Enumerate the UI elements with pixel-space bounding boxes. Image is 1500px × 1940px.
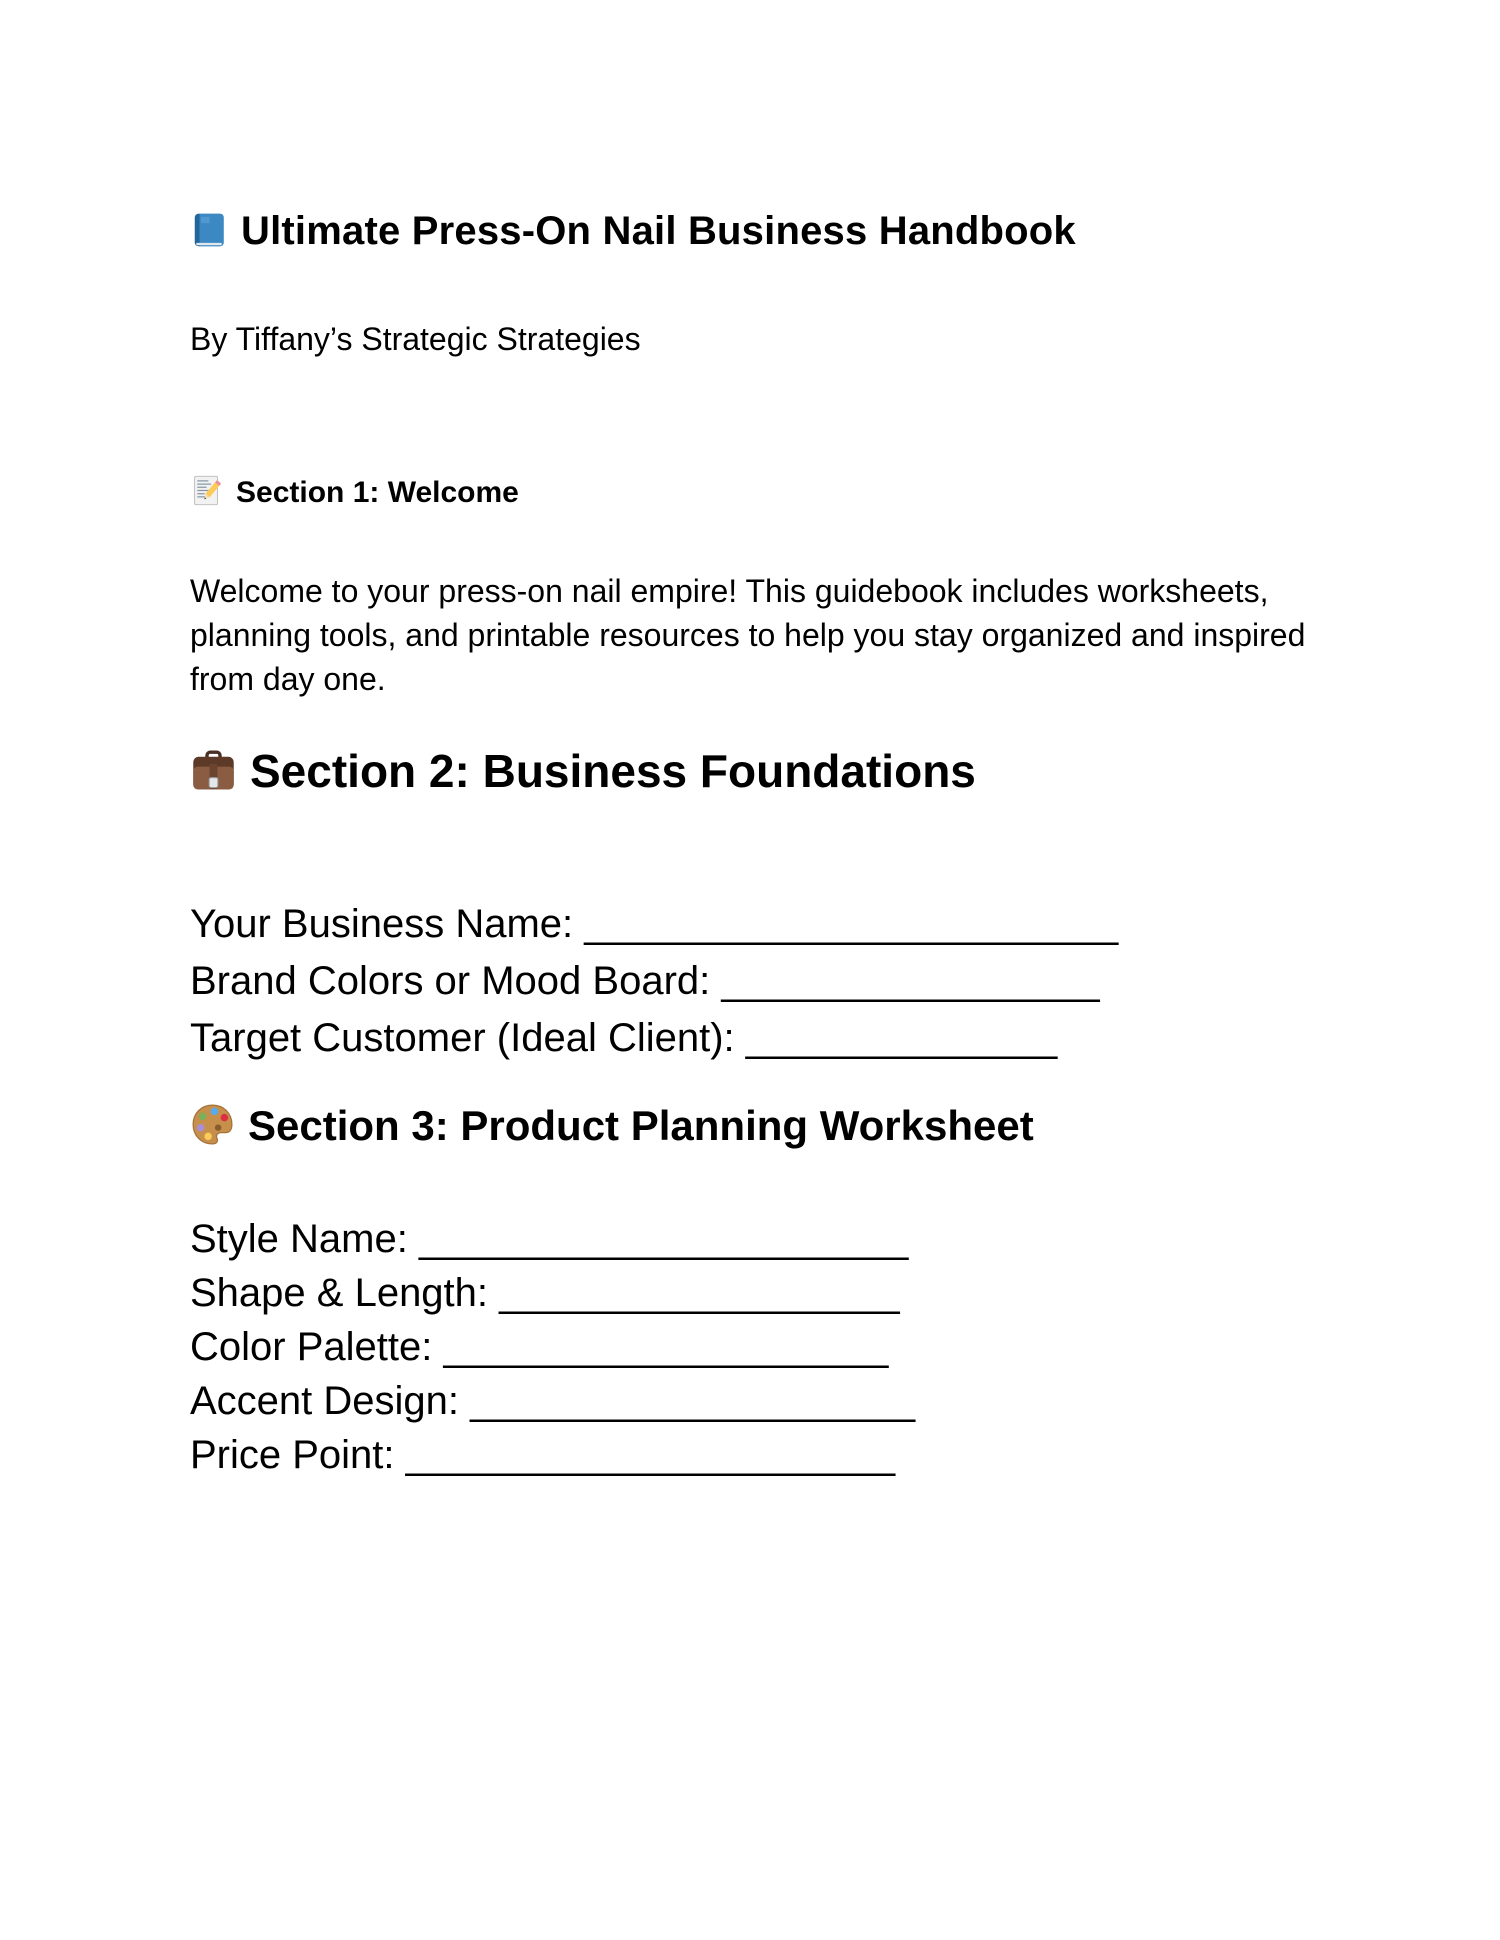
byline: By Tiffany’s Strategic Strategies xyxy=(190,321,641,357)
product-planning-fields xyxy=(190,1212,1335,1482)
field-blank-line: ______________ xyxy=(745,1016,1058,1060)
field-label: Style Name: xyxy=(190,1217,408,1261)
artist-palette-icon xyxy=(190,1102,235,1147)
field-blank-line: __________________ xyxy=(499,1271,900,1315)
section-3-heading-text: Section 3: Product Planning Worksheet xyxy=(248,1102,1034,1149)
section-1-heading xyxy=(190,474,1335,512)
document-title xyxy=(190,0,1335,255)
memo-icon xyxy=(190,474,223,507)
field-label: Color Palette: xyxy=(190,1325,433,1369)
field-row xyxy=(190,1428,1335,1482)
field-row xyxy=(190,896,1335,953)
field-row xyxy=(190,1212,1335,1266)
field-label: Brand Colors or Mood Board: xyxy=(190,959,711,1003)
field-blank-line: ____________________ xyxy=(443,1325,889,1369)
field-blank-line: ________________________ xyxy=(584,902,1119,946)
field-row xyxy=(190,953,1335,1010)
document-title-text: Ultimate Press-On Nail Business Handbook xyxy=(241,209,1076,253)
business-foundations-fields xyxy=(190,896,1335,1067)
section-3-heading xyxy=(190,1100,1335,1152)
field-label: Shape & Length: xyxy=(190,1271,489,1315)
field-blank-line: ____________________ xyxy=(470,1379,916,1423)
briefcase-icon xyxy=(190,747,237,794)
field-row xyxy=(190,1320,1335,1374)
blue-book-icon xyxy=(190,211,228,249)
section-1-heading-text: Section 1: Welcome xyxy=(236,476,519,509)
section-2-heading-text: Section 2: Business Foundations xyxy=(250,745,976,797)
field-label: Your Business Name: xyxy=(190,902,574,946)
field-blank-line: ______________________ xyxy=(405,1433,896,1477)
field-label: Price Point: xyxy=(190,1433,395,1477)
field-row xyxy=(190,1374,1335,1428)
field-blank-line: ______________________ xyxy=(418,1217,909,1261)
field-row xyxy=(190,1266,1335,1320)
welcome-paragraph: Welcome to your press-on nail empire! This guidebook includes worksheets, planning tools, and printable resources to help you stay organized and inspired from day one. xyxy=(190,573,1306,697)
section-2-heading xyxy=(190,743,1335,799)
field-label: Accent Design: xyxy=(190,1379,460,1423)
field-blank-line: _________________ xyxy=(721,959,1100,1003)
field-label: Target Customer (Ideal Client): xyxy=(190,1016,735,1060)
field-row xyxy=(190,1010,1335,1067)
